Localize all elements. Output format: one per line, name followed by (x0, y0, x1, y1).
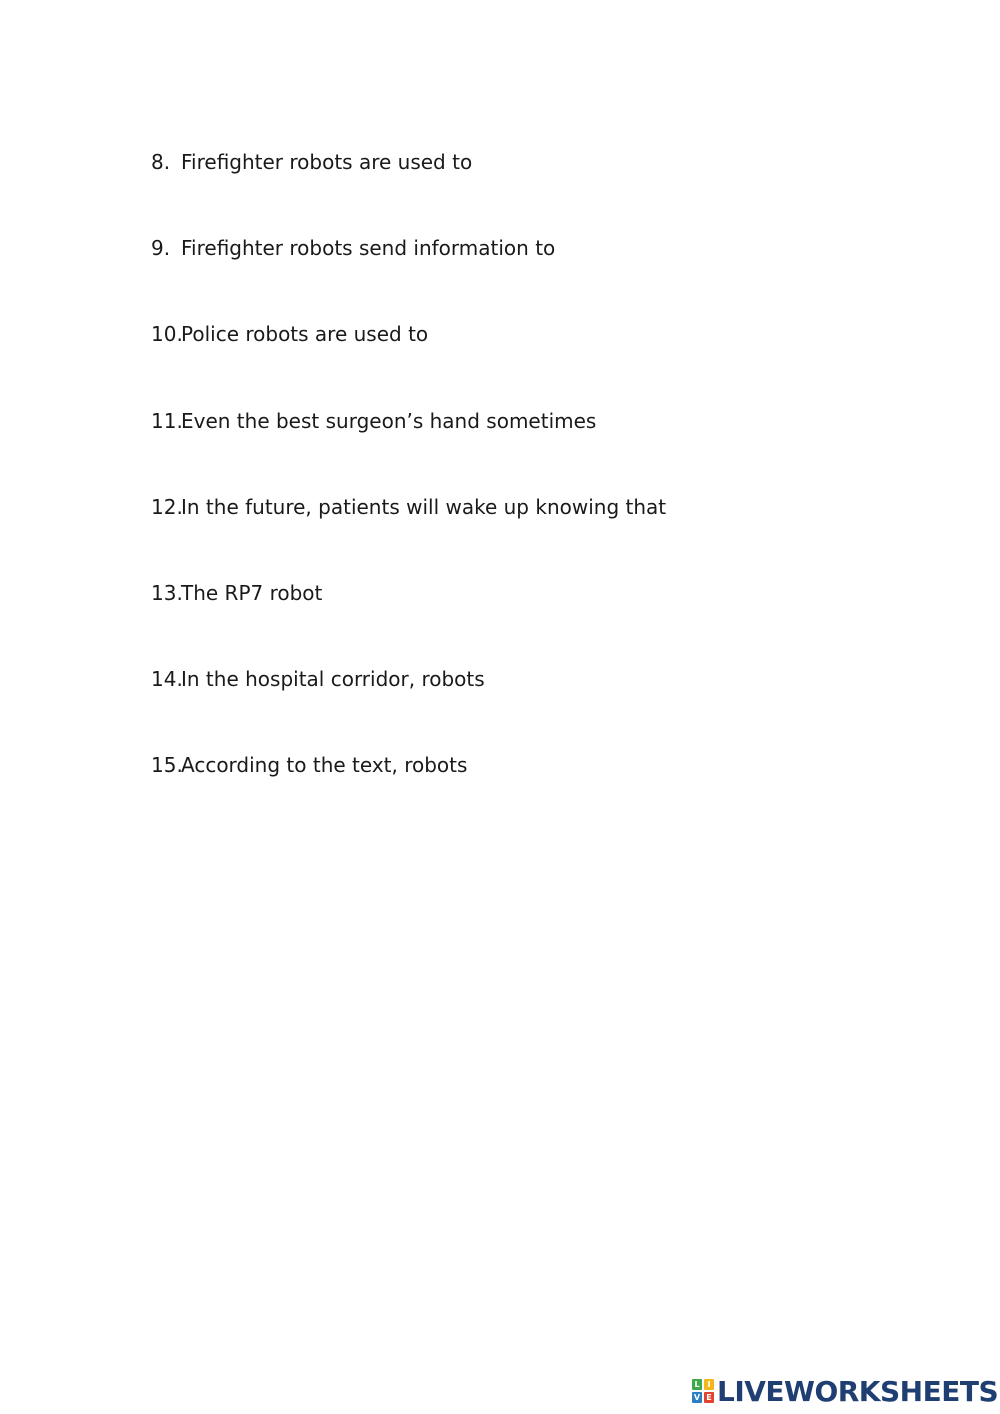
liveworksheets-logo (692, 1373, 998, 1409)
question-number: 13. (151, 580, 183, 605)
question-number: 8. (151, 150, 171, 174)
question-text: According to the text, robots (181, 753, 468, 778)
liveworksheets-logo-text: LIVEWORKSHEETS (717, 1374, 999, 1408)
question-item (151, 320, 666, 406)
question-number: 9. (151, 236, 171, 261)
liveworksheets-logo-icon (692, 1379, 714, 1403)
logo-tile-icon: I (704, 1379, 714, 1390)
question-text: Even the best surgeon’s hand sometimes (181, 408, 597, 433)
question-number: 10. (151, 322, 183, 347)
logo-tile-icon: E (704, 1392, 714, 1403)
question-text: The RP7 robot (181, 580, 323, 605)
question-number: 14. (151, 667, 183, 692)
question-number: 11. (151, 408, 183, 433)
question-item (151, 579, 666, 665)
question-list (151, 148, 666, 838)
question-item (151, 665, 666, 751)
question-item (151, 493, 666, 579)
logo-tile-icon: L (692, 1379, 702, 1390)
logo-tile-icon: V (693, 1393, 701, 1402)
question-item (151, 148, 666, 234)
question-text: Firefighter robots are used to (181, 150, 473, 174)
question-item (151, 234, 666, 320)
question-number: 12. (151, 494, 183, 519)
question-item (151, 751, 666, 837)
question-text: Firefighter robots send information to (181, 236, 556, 261)
question-text: In the hospital corridor, robots (181, 667, 485, 692)
question-number: 15. (151, 753, 183, 778)
question-text: Police robots are used to (181, 322, 429, 347)
question-item (151, 407, 666, 493)
question-text: In the future, patients will wake up knowing that (181, 494, 667, 519)
